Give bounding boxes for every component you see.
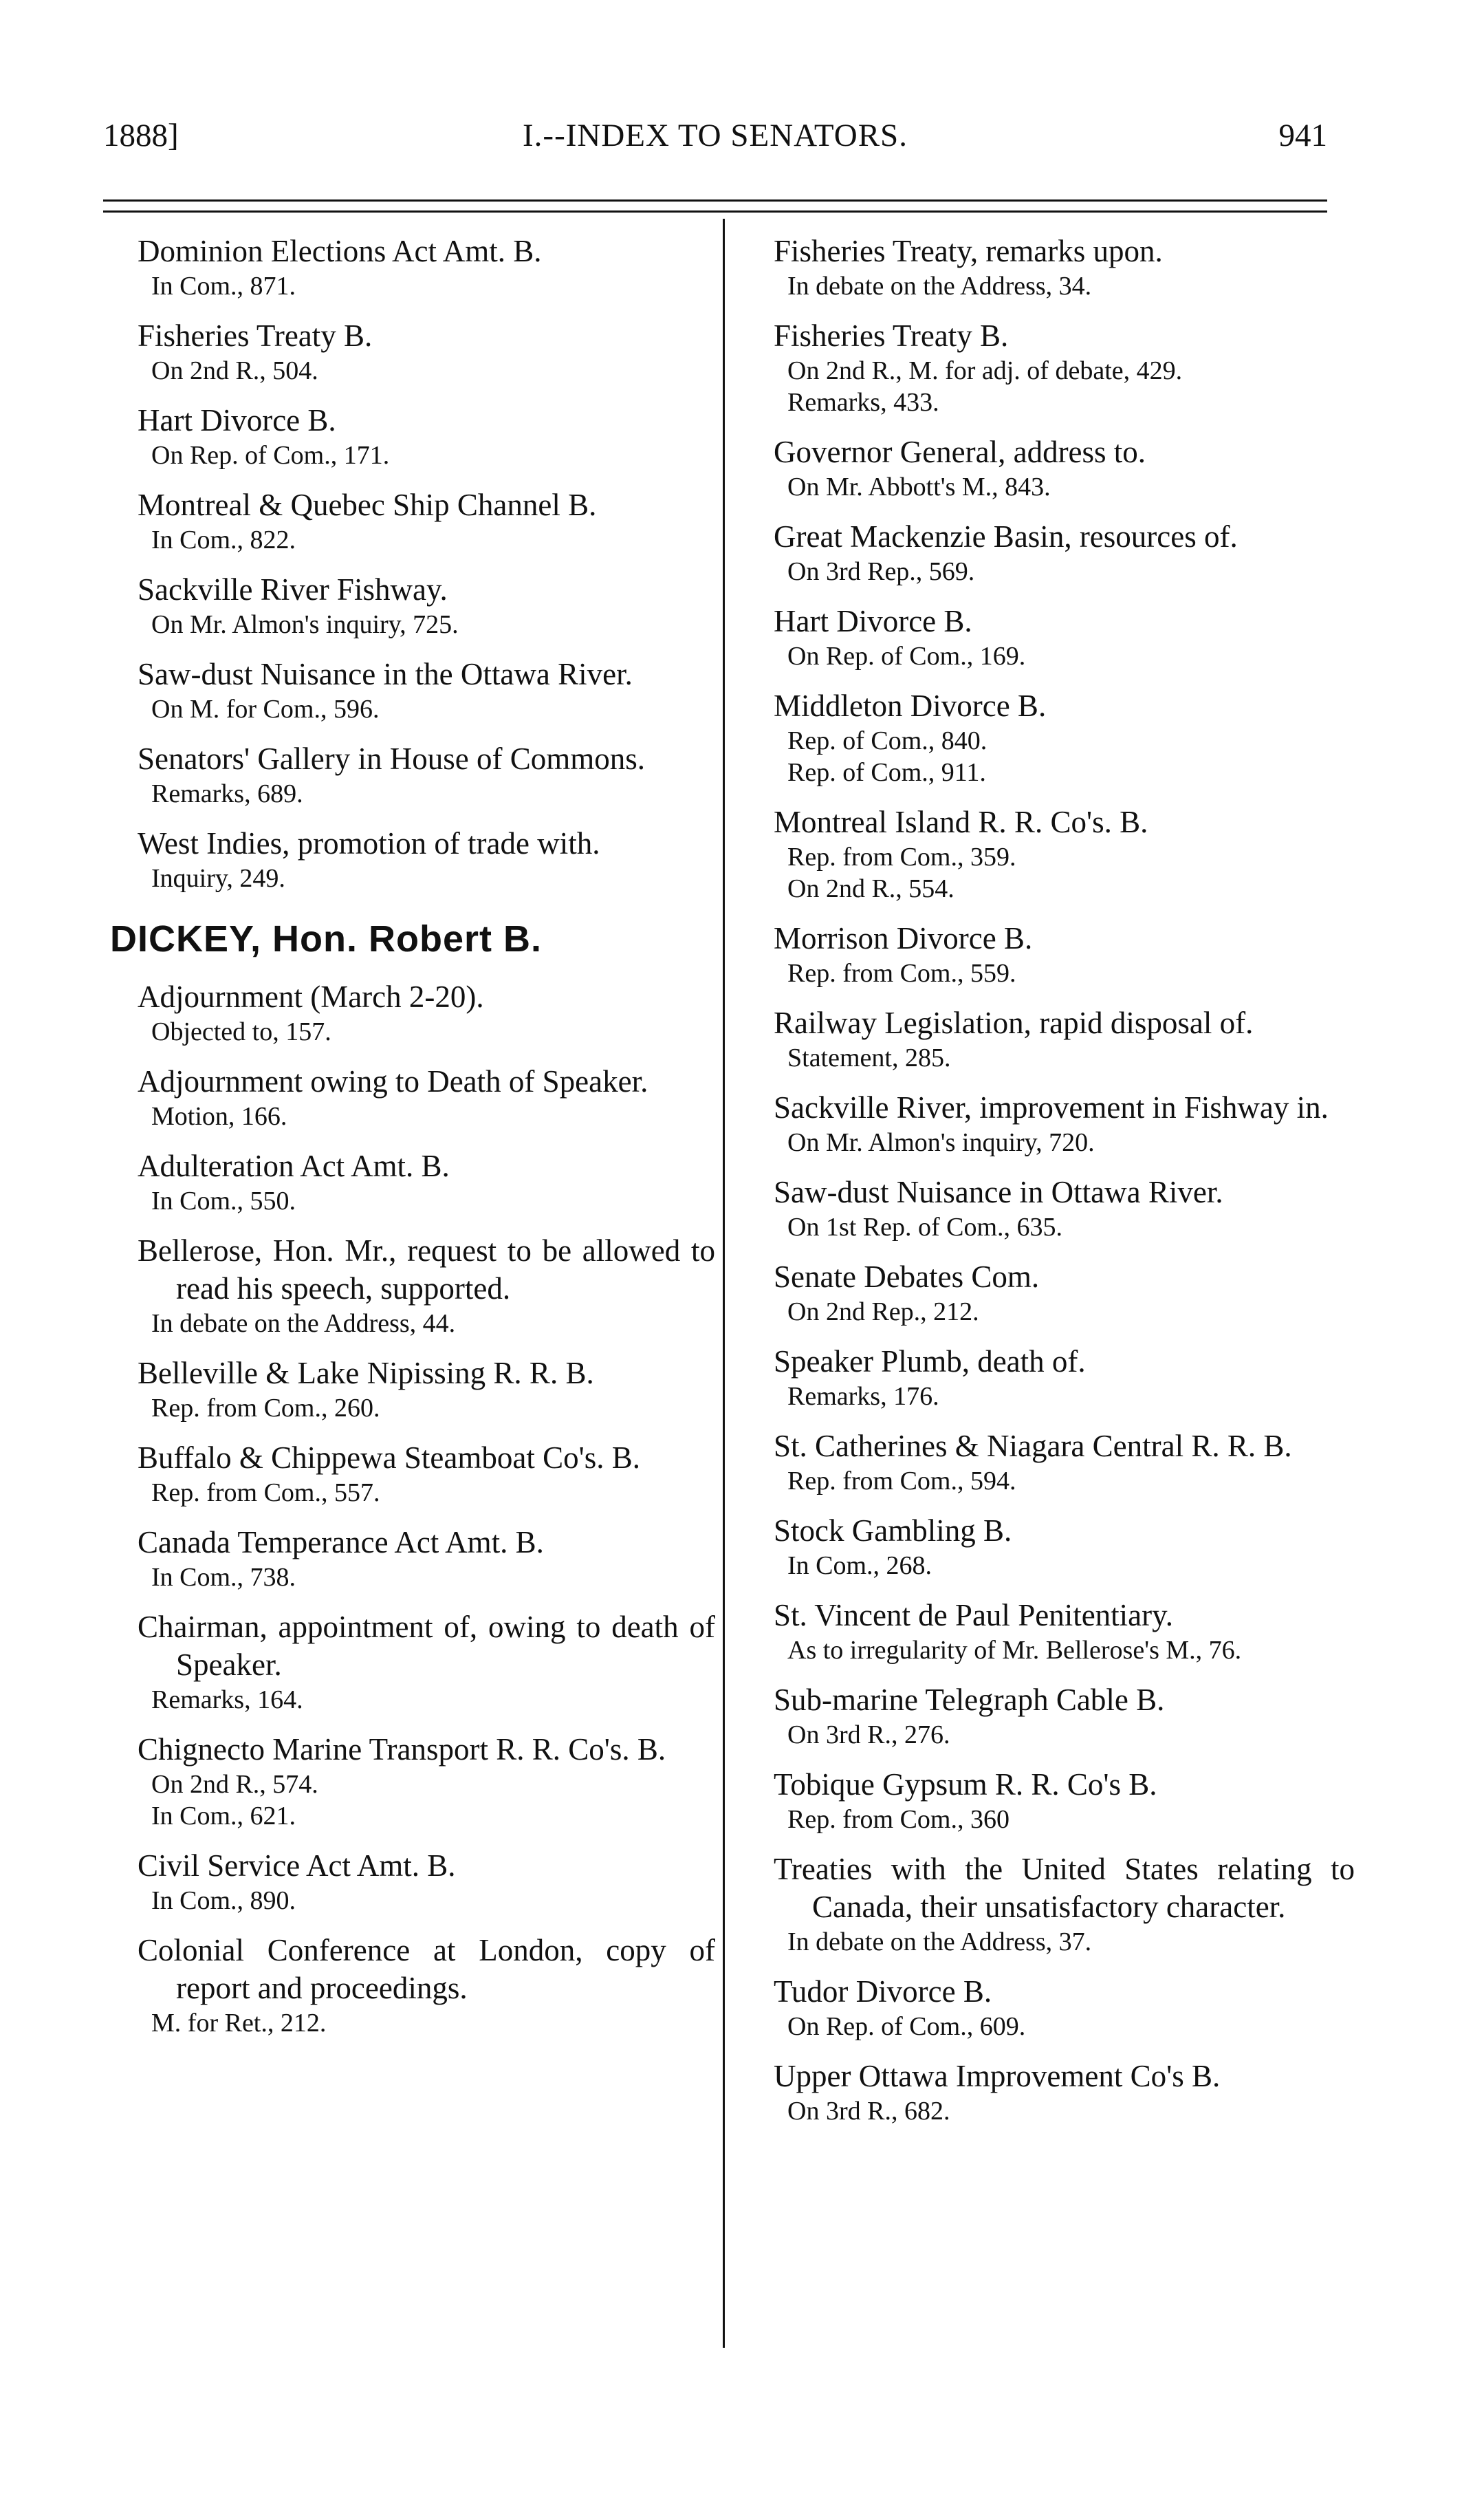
entry-reference: Rep. from Com., 559. — [787, 959, 1016, 988]
entry-title: Bellerose, Hon. Mr., request to be allowed to read his speech, supported. — [138, 1233, 715, 1306]
entry-title: Senators' Gallery in House of Commons. — [138, 742, 646, 776]
entry-reference: In Com., 890. — [151, 1886, 296, 1915]
entry-title: Sackville River, improvement in Fishway in. — [774, 1090, 1329, 1125]
entry-title: Montreal & Quebec Ship Channel B. — [138, 488, 597, 522]
entry-reference: In Com., 822. — [151, 526, 296, 554]
entry-reference: On 2nd R., 504. — [151, 356, 318, 385]
entry-reference: On 3rd R., 682. — [787, 2097, 950, 2126]
entry-title: Canada Temperance Act Amt. B. — [138, 1525, 544, 1559]
index-entry — [138, 1147, 715, 1217]
entry-reference: On 3rd R., 276. — [787, 1720, 950, 1749]
entry-title: Stock Gambling B. — [774, 1513, 1012, 1548]
entry-reference: On 2nd R., 554. — [787, 874, 954, 903]
entry-reference: Rep. from Com., 557. — [151, 1478, 380, 1507]
index-entry — [774, 433, 1355, 503]
entry-reference: Rep. from Com., 260. — [151, 1394, 380, 1423]
index-entry — [774, 1597, 1355, 1666]
index-entry — [774, 317, 1355, 418]
index-entry — [774, 1343, 1355, 1412]
entry-title: Adulteration Act Amt. B. — [138, 1149, 450, 1183]
index-entry — [774, 687, 1355, 788]
entry-reference: On Mr. Abbott's M., 843. — [787, 473, 1051, 501]
entry-reference: Rep. of Com., 911. — [787, 758, 986, 787]
entry-title: St. Catherines & Niagara Central R. R. B. — [774, 1429, 1292, 1463]
entry-title: Sub-marine Telegraph Cable B. — [774, 1683, 1165, 1717]
index-entry — [774, 920, 1355, 989]
entry-reference: On Mr. Almon's inquiry, 720. — [787, 1128, 1095, 1157]
entry-title: Civil Service Act Amt. B. — [138, 1848, 456, 1883]
running-header — [103, 117, 1327, 165]
entry-reference: As to irregularity of Mr. Bellerose's M., 76. — [787, 1636, 1242, 1665]
entry-title: Saw-dust Nuisance in the Ottawa River. — [138, 657, 633, 691]
entry-title: Saw-dust Nuisance in Ottawa River. — [774, 1175, 1223, 1209]
index-entry — [774, 1681, 1355, 1751]
entry-title: Governor General, address to. — [774, 435, 1146, 469]
entry-reference: In debate on the Address, 44. — [151, 1309, 456, 1338]
index-entry — [774, 233, 1355, 302]
senator-heading: DICKEY, Hon. Robert B. — [110, 918, 543, 960]
entry-reference: In Com., 738. — [151, 1563, 296, 1592]
entry-reference: On Rep. of Com., 169. — [787, 642, 1026, 671]
entry-reference: Statement, 285. — [787, 1044, 951, 1072]
entry-title: Sackville River Fishway. — [138, 572, 448, 607]
entry-reference: On Rep. of Com., 171. — [151, 441, 390, 470]
index-entry — [138, 402, 715, 471]
entry-reference: In debate on the Address, 34. — [787, 272, 1092, 301]
entry-reference: Rep. from Com., 360 — [787, 1805, 1010, 1834]
index-entry — [138, 1731, 715, 1832]
entry-reference: On 1st Rep. of Com., 635. — [787, 1213, 1063, 1242]
left-entries-continued — [138, 233, 715, 894]
entry-title: Upper Ottawa Improvement Co's B. — [774, 2059, 1221, 2093]
entry-title: Great Mackenzie Basin, resources of. — [774, 519, 1238, 554]
index-entry — [138, 571, 715, 640]
entry-title: Adjournment owing to Death of Speaker. — [138, 1064, 648, 1099]
entry-title: Middleton Divorce B. — [774, 689, 1047, 723]
entry-reference: Remarks, 164. — [151, 1685, 303, 1714]
entry-reference: Remarks, 689. — [151, 779, 303, 808]
index-entry — [138, 317, 715, 387]
index-entry — [138, 1354, 715, 1424]
entry-title: Chignecto Marine Transport R. R. Co's. B. — [138, 1732, 666, 1767]
entry-reference: On Mr. Almon's inquiry, 725. — [151, 610, 459, 639]
entry-title: Colonial Conference at London, copy of report and proceedings. — [138, 1933, 715, 2005]
entry-reference: Rep. of Com., 840. — [787, 726, 987, 755]
entry-reference: On 2nd R., M. for adj. of debate, 429. — [787, 356, 1183, 385]
index-entry — [774, 1258, 1355, 1328]
index-entry — [138, 1847, 715, 1916]
entry-title: Dominion Elections Act Amt. B. — [138, 234, 542, 268]
entry-title: Hart Divorce B. — [774, 604, 972, 638]
entry-title: Chairman, appointment of, owing to death of Speaker. — [138, 1610, 715, 1682]
header-rule-top — [103, 199, 1327, 202]
entry-reference: Rep. from Com., 594. — [787, 1467, 1016, 1495]
entry-title: Tobique Gypsum R. R. Co's B. — [774, 1767, 1157, 1802]
entry-reference: In Com., 621. — [151, 1802, 296, 1830]
entry-reference: In Com., 550. — [151, 1187, 296, 1216]
index-entry — [138, 1524, 715, 1593]
entry-title: Montreal Island R. R. Co's. B. — [774, 805, 1148, 839]
entry-title: Fisheries Treaty, remarks upon. — [774, 234, 1163, 268]
entry-reference: In Com., 871. — [151, 272, 296, 301]
entry-reference: On 2nd R., 574. — [151, 1770, 318, 1799]
entry-reference: On Rep. of Com., 609. — [787, 2012, 1026, 2041]
entry-reference: On 2nd Rep., 212. — [787, 1297, 979, 1326]
right-entries — [774, 233, 1355, 2127]
entry-reference: Remarks, 176. — [787, 1382, 939, 1411]
left-column — [110, 233, 715, 2054]
index-entry — [774, 1174, 1355, 1243]
entry-reference: Remarks, 433. — [787, 388, 939, 417]
entry-reference: Inquiry, 249. — [151, 864, 285, 893]
entry-reference: M. for Ret., 212. — [151, 2009, 327, 2038]
entry-reference: On M. for Com., 596. — [151, 695, 380, 724]
index-entry — [138, 1232, 715, 1339]
index-entry — [774, 1973, 1355, 2042]
entry-reference: In debate on the Address, 37. — [787, 1927, 1092, 1956]
entry-title: Morrison Divorce B. — [774, 921, 1033, 955]
index-entry — [774, 518, 1355, 587]
entry-reference: In Com., 268. — [787, 1551, 932, 1580]
index-entry — [774, 2057, 1355, 2127]
index-entry — [774, 1850, 1355, 1958]
header-title: I.--INDEX TO SENATORS. — [523, 118, 908, 153]
index-entry — [774, 803, 1355, 905]
index-entry — [138, 656, 715, 725]
entry-title: Treaties with the United States relating to Canada, their unsatisfactory character. — [774, 1852, 1355, 1924]
index-entry — [138, 486, 715, 556]
entry-title: Tudor Divorce B. — [774, 1974, 992, 2009]
entry-reference: On 3rd Rep., 569. — [787, 557, 975, 586]
index-entry — [774, 1427, 1355, 1497]
entry-title: Buffalo & Chippewa Steamboat Co's. B. — [138, 1440, 640, 1475]
index-entry — [774, 1004, 1355, 1074]
entry-title: Belleville & Lake Nipissing R. R. B. — [138, 1356, 594, 1390]
right-column — [774, 233, 1355, 2142]
entry-title: Adjournment (March 2-20). — [138, 980, 484, 1014]
index-entry — [138, 1608, 715, 1716]
index-entry — [774, 1512, 1355, 1581]
left-entries-dickey — [138, 978, 715, 2039]
entry-reference: Motion, 166. — [151, 1102, 287, 1131]
header-rule-bottom — [103, 210, 1327, 213]
index-entry — [138, 1439, 715, 1509]
page-number: 941 — [1278, 118, 1327, 153]
index-entry — [138, 978, 715, 1048]
entry-title: West Indies, promotion of trade with. — [138, 826, 600, 861]
index-entry — [774, 603, 1355, 672]
entry-title: Fisheries Treaty B. — [774, 318, 1009, 353]
header-year: 1888] — [103, 118, 179, 153]
entry-title: St. Vincent de Paul Penitentiary. — [774, 1598, 1173, 1632]
index-entry — [774, 1089, 1355, 1158]
entry-title: Hart Divorce B. — [138, 403, 336, 437]
index-entry — [774, 1766, 1355, 1835]
entry-title: Fisheries Treaty B. — [138, 318, 373, 353]
entry-title: Senate Debates Com. — [774, 1260, 1040, 1294]
index-entry — [138, 740, 715, 810]
entry-reference: Rep. from Com., 359. — [787, 843, 1016, 872]
index-entry — [138, 825, 715, 894]
index-entry — [138, 233, 715, 302]
index-entry — [138, 1932, 715, 2039]
column-divider — [723, 219, 725, 2348]
entry-title: Speaker Plumb, death of. — [774, 1344, 1086, 1379]
index-entry — [138, 1063, 715, 1132]
entry-title: Railway Legislation, rapid disposal of. — [774, 1006, 1254, 1040]
entry-reference: Objected to, 157. — [151, 1017, 331, 1046]
